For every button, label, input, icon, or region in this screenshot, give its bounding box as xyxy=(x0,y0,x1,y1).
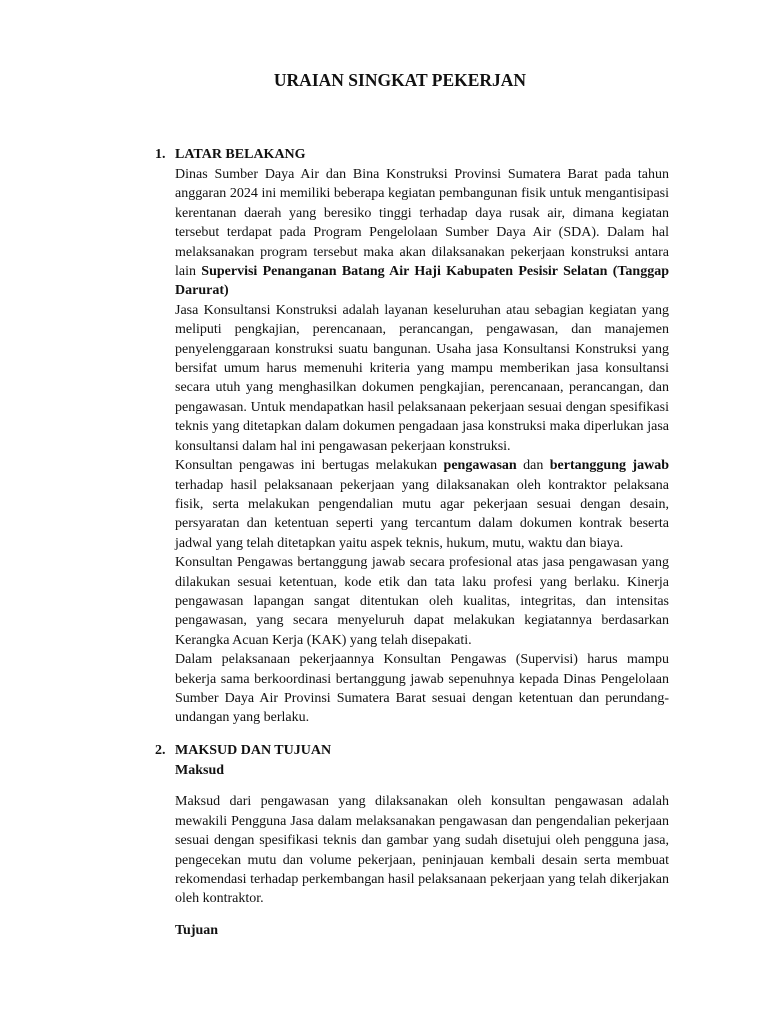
section-title: MAKSUD DAN TUJUAN xyxy=(175,743,332,758)
subsection-heading-tujuan: Tujuan xyxy=(175,922,219,938)
section-body xyxy=(175,165,669,728)
subsection-heading-maksud: Maksud xyxy=(175,763,225,778)
project-name: Supervisi Penanganan Batang Air Haji Kabupaten Pesisir Selatan (Tanggap Darurat) xyxy=(175,264,669,299)
section-maksud-tujuan xyxy=(155,741,669,940)
document-title: URAIAN SINGKAT PEKERJAN xyxy=(273,70,527,90)
paragraph: Maksud dari pengawasan yang dilaksanakan oleh konsultan pengawasan adalah mewakili Pengguna Jasa dalam melaksanakan pengawasan dan pengendalian pekerjaan sesuai dengan spesifikasi teknis dan gambar yang sudah disetujui oleh pengguna jasa, pengecekan mutu dan volume pekerjaan, peninjauan kembali desain serta membuat rekomendasi terhadap perkembangan hasil pelaksanaan pekerjaan yang telah dikerjakan oleh kontraktor. xyxy=(175,794,669,907)
emphasis-text: bertanggung jawab xyxy=(549,458,669,474)
section-number: 1. xyxy=(155,147,166,162)
section-heading xyxy=(155,145,669,165)
paragraph-text: Dinas Sumber Daya Air dan Bina Konstruksi Provinsi Sumatera Barat pada tahun anggaran 2024 ini memiliki beberapa kegiatan pembangunan fisik untuk mengantisipasi kerentanan daerah yang beresiko tinggi terhadap daya rusak air, dimana kegiatan tersebut terdapat pada Program Pengelolaan Sumber Daya Air (SDA). Dalam hal melaksanakan program tersebut maka akan dilaksanakan pekerjaan konstruksi antara lain xyxy=(175,167,669,280)
section-number: 2. xyxy=(155,743,166,758)
paragraph: Konsultan Pengawas bertanggung jawab secara profesional atas jasa pengawasan yang dilakukan sesuai ketentuan, kode etik dan tata laku profesi yang berlaku. Kinerja pengawasan lapangan sangat ditentukan oleh kualitas, integritas, dan intensitas pengawasan, yang secara menyeluruh dapat melakukan kegiatannya berdasarkan Kerangka Acuan Kerja (KAK) yang telah disepakati. xyxy=(175,555,669,648)
paragraph-text: Konsultan pengawas ini bertugas melakukan xyxy=(175,458,444,474)
paragraph-text: terhadap hasil pelaksanaan pekerjaan yang dilaksanakan oleh kontraktor pelaksana fisik, serta melakukan pengendalian mutu agar pekerjaan sesuai dengan desain, persyaratan dan ketentuan seperti yang tercantum dalam dokumen kontrak beserta jadwal yang telah ditetapkan yaitu aspek teknis, hukum, mutu, waktu dan biaya. xyxy=(175,477,669,551)
section-latar-belakang xyxy=(155,145,669,728)
paragraph xyxy=(175,165,669,301)
paragraph: Dalam pelaksanaan pekerjaannya Konsultan Pengawas (Supervisi) harus mampu bekerja sama berkoordinasi bertanggung jawab sepenuhnya kepada Dinas Pengelolaan Sumber Daya Air Provinsi Sumatera Barat sesuai dengan ketentuan dan perundang-undangan yang berlaku. xyxy=(175,652,669,726)
paragraph-text: dan xyxy=(516,458,550,474)
emphasis-text: pengawasan xyxy=(443,458,517,474)
paragraph: Jasa Konsultansi Konstruksi adalah layanan keseluruhan atau sebagian kegiatan yang meliputi pengkajian, perencanaan, perancangan, pengawasan, dan manajemen penyelenggaraan konstruksi suatu bangunan. Usaha jasa Konsultansi Konstruksi yang bersifat umum harus memenuhi kriteria yang mampu memberikan jasa konsultansi secara utuh yang menghasilkan dokumen pengkajian, perencanaan, perancangan, dan pengawasan. Untuk mendapatkan hasil pelaksanaan pekerjaan sesuai dengan spesifikasi teknis yang ditetapkan dalam dokumen pengadaan jasa konstruksi maka diperlukan jasa konsultansi dalam hal ini pengawasan pekerjaan konstruksi. xyxy=(175,302,669,454)
section-title: LATAR BELAKANG xyxy=(175,147,306,162)
section-body xyxy=(175,761,669,940)
paragraph xyxy=(175,456,669,553)
section-heading xyxy=(155,741,669,761)
